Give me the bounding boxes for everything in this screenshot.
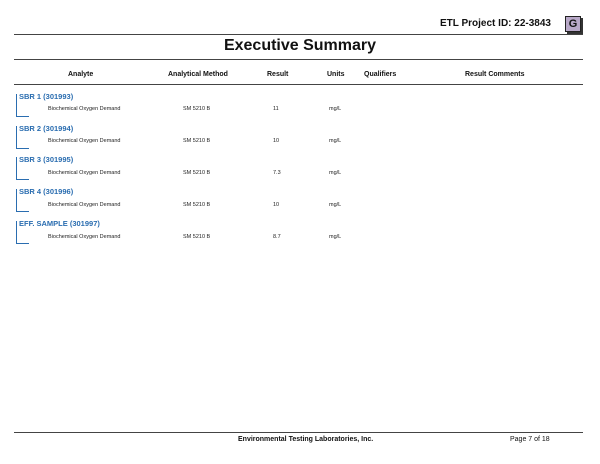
column-header-analyte: Analyte [68, 71, 94, 78]
result-cell: 10 [273, 138, 280, 144]
units-cell: mg/L [329, 106, 342, 112]
sample-name: SBR 3 (301995) [19, 155, 74, 164]
result-cell: 8.7 [273, 234, 281, 240]
title-divider [14, 59, 583, 60]
analyte-cell: Biochemical Oxygen Demand [48, 138, 121, 144]
column-header-comments: Result Comments [465, 71, 525, 78]
method-cell: SM 5210 B [183, 234, 211, 240]
page-title: Executive Summary [223, 37, 377, 54]
result-cell: 11 [273, 106, 279, 112]
sample-name: SBR 2 (301994) [19, 124, 74, 133]
method-cell: SM 5210 B [183, 138, 211, 144]
header-divider [14, 34, 583, 35]
column-header-units: Units [327, 71, 345, 78]
sample-name: EFF. SAMPLE (301997) [19, 219, 100, 228]
units-cell: mg/L [329, 202, 342, 208]
units-cell: mg/L [329, 138, 342, 144]
page-number: Page 7 of 18 [510, 436, 550, 443]
analyte-cell: Biochemical Oxygen Demand [48, 106, 121, 112]
result-cell: 10 [273, 202, 280, 208]
analyte-cell: Biochemical Oxygen Demand [48, 202, 121, 208]
method-cell: SM 5210 B [183, 170, 211, 176]
footer-divider [14, 432, 583, 433]
project-id-label: ETL Project ID: 22-3843 [440, 18, 551, 29]
footer-company: Environmental Testing Laboratories, Inc. [238, 436, 374, 443]
column-header-divider [14, 84, 583, 85]
column-header-qualifiers: Qualifiers [364, 71, 397, 78]
sample-name: SBR 4 (301996) [19, 187, 74, 196]
column-header-result: Result [267, 71, 289, 78]
analyte-cell: Biochemical Oxygen Demand [48, 170, 121, 176]
result-cell: 7.3 [273, 170, 281, 176]
units-cell: mg/L [329, 170, 342, 176]
method-cell: SM 5210 B [183, 202, 211, 208]
method-cell: SM 5210 B [183, 106, 211, 112]
analyte-cell: Biochemical Oxygen Demand [48, 234, 121, 240]
sample-name: SBR 1 (301993) [19, 92, 74, 101]
column-header-method: Analytical Method [168, 71, 228, 78]
report-badge-icon: G [565, 16, 581, 32]
units-cell: mg/L [329, 234, 342, 240]
